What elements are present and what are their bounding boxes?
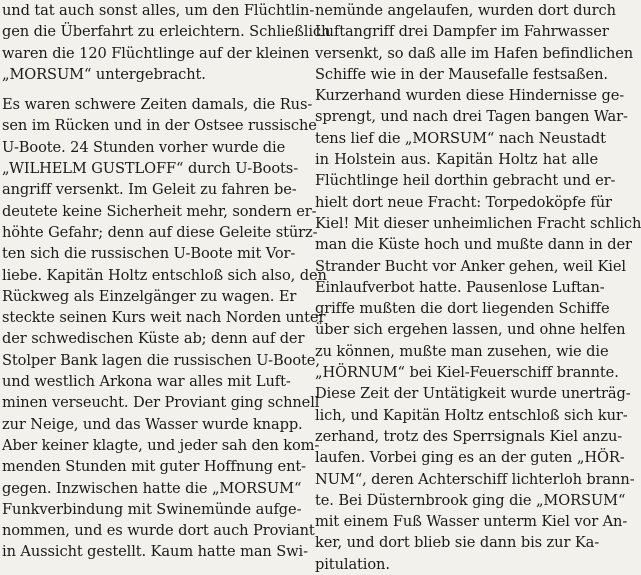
text-line: U-Boote. 24 Stunden vorher wurde die xyxy=(2,138,286,156)
text-line: laufen. Vorbei ging es an der guten „HÖR- xyxy=(315,449,625,467)
text-line: NUM“, deren Achterschiff lichterloh brann- xyxy=(315,470,635,488)
text-line: und westlich Arkona war alles mit Luft- xyxy=(2,373,291,391)
text-line: griffe mußten die dort liegenden Schiffe xyxy=(315,300,610,318)
text-line: menden Stunden mit guter Hoffnung ent- xyxy=(2,458,306,476)
text-line: man die Küste hoch und mußte dann in der xyxy=(315,236,632,254)
text-line: waren die 120 Flüchtlinge auf der kleinen xyxy=(2,44,310,62)
text-line: Einlaufverbot hatte. Pausenlose Luftan- xyxy=(315,278,605,296)
text-line: Kiel! Mit dieser unheimlichen Fracht schlich xyxy=(315,214,641,232)
text-line: und tat auch sonst alles, um den Flüchtlin- xyxy=(2,2,315,19)
text-line: Flüchtlinge heil dorthin gebracht und er- xyxy=(315,172,616,190)
text-line: ten sich die russischen U-Boote mit Vor- xyxy=(2,245,296,263)
text-line: ker, und dort blieb sie dann bis zur Ka- xyxy=(315,534,600,552)
text-line: nemünde angelaufen, wurden dort durch xyxy=(315,2,616,19)
text-line: nommen, und es wurde dort auch Proviant xyxy=(2,522,315,540)
text-line: Stolper Bank lagen die russischen U-Boote, xyxy=(2,351,320,369)
text-line: gegen. Inzwischen hatte die „MORSUM“ xyxy=(2,479,302,497)
text-line: deutete keine Sicherheit mehr, sondern er- xyxy=(2,202,317,220)
text-line: der schwedischen Küste ab; denn auf der xyxy=(2,330,305,348)
text-line: te. Bei Düsternbrook ging die „MORSUM“ xyxy=(315,491,626,509)
text-line: „MORSUM“ untergebracht. xyxy=(2,65,206,83)
text-line: pitulation. xyxy=(315,555,390,573)
text-line: „WILHELM GUSTLOFF“ durch U-Boots- xyxy=(2,160,299,178)
text-line: zu können, mußte man zusehen, wie die xyxy=(315,342,609,360)
text-line: liebe. Kapitän Holtz entschloß sich also, den xyxy=(2,266,327,284)
text-line: über sich ergehen lassen, und ohne helfen xyxy=(315,321,626,339)
text-line: Funkverbindung mit Swinemünde aufge- xyxy=(2,500,302,518)
text-line: angriff versenkt. Im Geleit zu fahren be- xyxy=(2,181,297,199)
text-line: steckte seinen Kurs weit nach Norden unter xyxy=(2,309,326,327)
text-line: versenkt, so daß alle im Hafen befindlichen xyxy=(315,44,634,62)
text-line: zerhand, trotz des Sperrsignals Kiel anzu- xyxy=(315,427,623,445)
text-line: in Holstein aus. Kapitän Holtz hat alle xyxy=(315,151,598,169)
text-line: Luftangriff drei Dampfer im Fahrwasser xyxy=(315,23,609,41)
text-line: Aber keiner klagte, und jeder sah den kom- xyxy=(2,436,320,454)
text-line: „HÖRNUM“ bei Kiel-Feuerschiff brannte. xyxy=(315,364,619,382)
text-line: Es waren schwere Zeiten damals, die Rus- xyxy=(2,96,313,114)
text-line: Rückweg als Einzelgänger zu wagen. Er xyxy=(2,287,297,305)
text-line: gen die Überfahrt zu erleichtern. Schließlich xyxy=(2,23,331,41)
text-line: Diese Zeit der Untätigkeit wurde unerträg- xyxy=(315,385,631,403)
text-line: hielt dort neue Fracht: Torpedoköpfe für xyxy=(315,193,612,211)
text-line: mit einem Fuß Wasser unterm Kiel vor An- xyxy=(315,513,628,531)
text-line: Kurzerhand wurden diese Hindernisse ge- xyxy=(315,87,625,105)
text-line: höhte Gefahr; denn auf diese Geleite stürz- xyxy=(2,223,318,241)
text-line: lich, und Kapitän Holtz entschloß sich kur- xyxy=(315,406,628,424)
right-column xyxy=(315,0,641,575)
text-line: Strander Bucht vor Anker gehen, weil Kiel xyxy=(315,257,626,275)
text-line: zur Neige, und das Wasser wurde knapp. xyxy=(2,415,303,433)
text-line: in Aussicht gestellt. Kaum hatte man Swi- xyxy=(2,543,308,561)
text-line: Schiffe wie in der Mausefalle festsaßen. xyxy=(315,65,608,83)
text-line: sen im Rücken und in der Ostsee russische xyxy=(2,117,317,135)
text-line: minen verseucht. Der Proviant ging schnell xyxy=(2,394,320,412)
text-line: sprengt, und nach drei Tagen bangen War- xyxy=(315,108,628,126)
text-line: tens lief die „MORSUM“ nach Neustadt xyxy=(315,129,606,147)
left-column xyxy=(2,0,331,561)
